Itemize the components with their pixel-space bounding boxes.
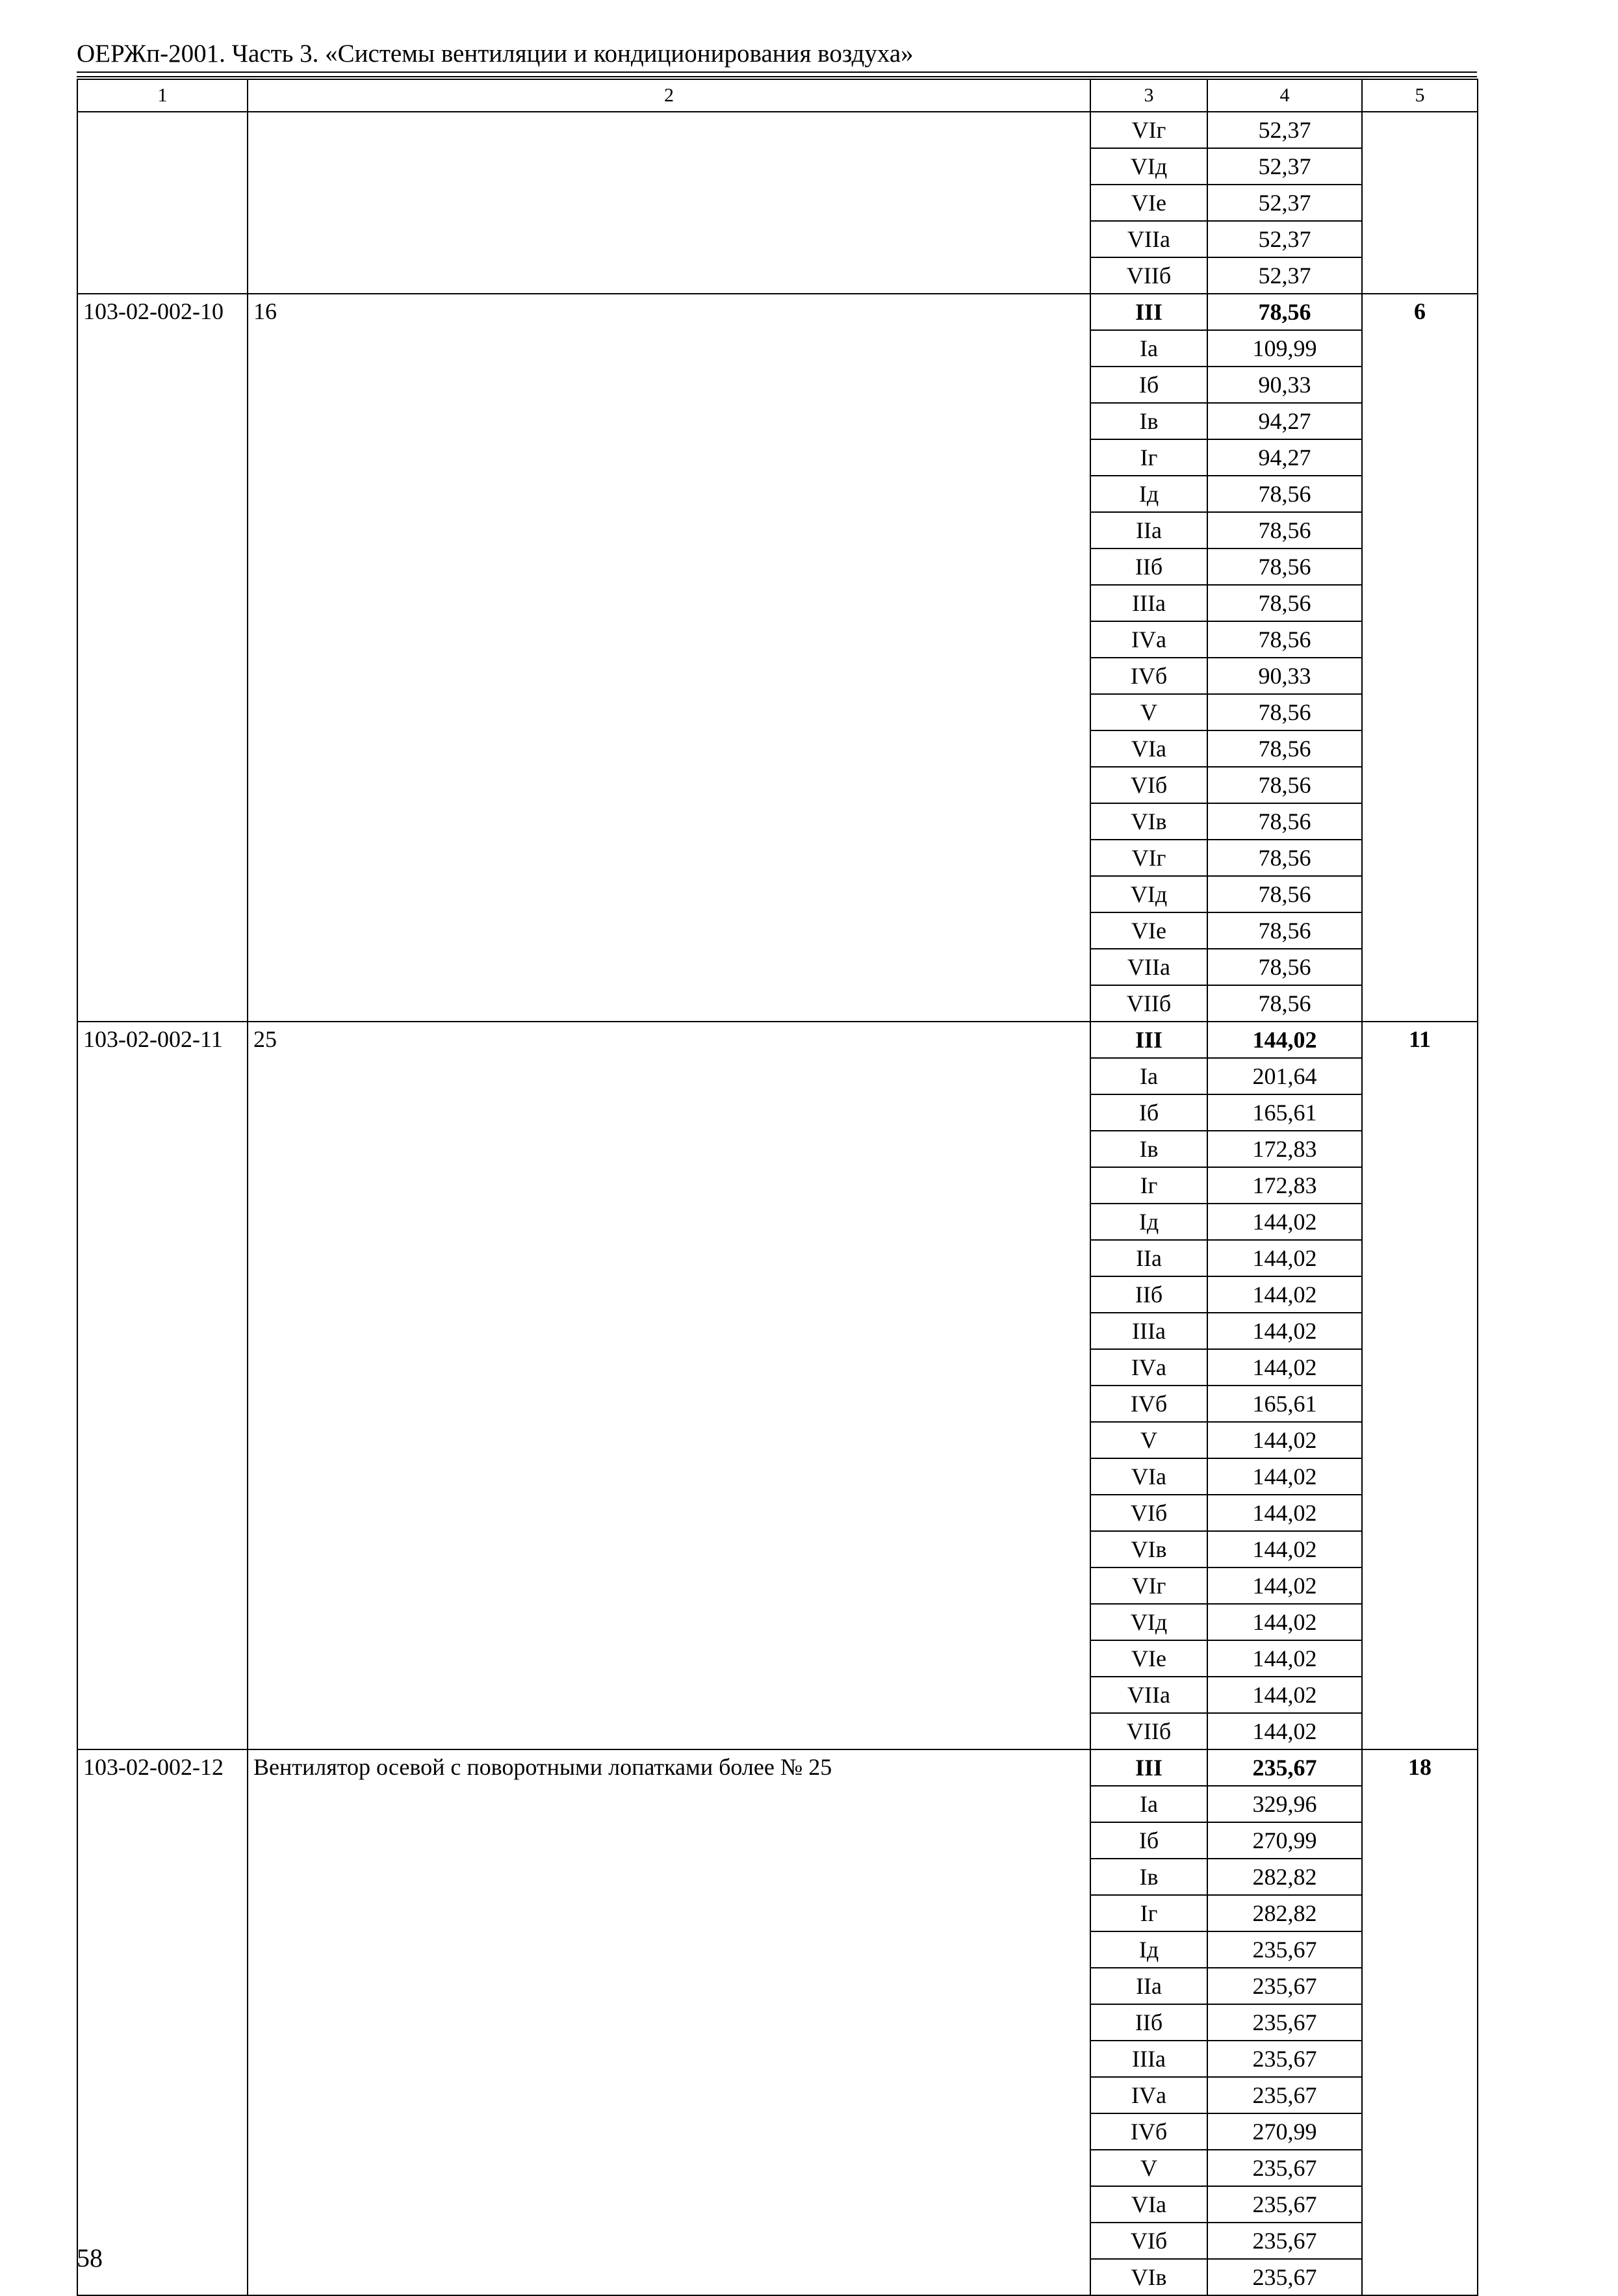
value-cell: 144,02 [1207, 1604, 1362, 1640]
group-cell: VIг [1090, 840, 1207, 876]
group-cell: IIа [1090, 512, 1207, 548]
group-cell: VIIб [1090, 985, 1207, 1022]
value-cell: 172,83 [1207, 1131, 1362, 1167]
group-cell: VIб [1090, 767, 1207, 803]
rate-code-cell: 103-02-002-12 [77, 1749, 248, 2295]
group-cell: VIе [1090, 185, 1207, 221]
value-cell: 144,02 [1207, 1458, 1362, 1495]
group-cell: IVа [1090, 621, 1207, 658]
value-cell: 235,67 [1207, 2077, 1362, 2113]
value-cell: 165,61 [1207, 1094, 1362, 1131]
value-cell: 282,82 [1207, 1895, 1362, 1931]
column-number: 3 [1090, 79, 1207, 112]
value-cell: 270,99 [1207, 2113, 1362, 2150]
description-cell: 16 [248, 294, 1090, 1022]
group-cell: IVб [1090, 658, 1207, 694]
rates-table [77, 79, 1478, 2296]
description-cell-empty [248, 112, 1090, 294]
value-cell: 78,56 [1207, 585, 1362, 621]
value-cell: 165,61 [1207, 1386, 1362, 1422]
value-cell: 78,56 [1207, 476, 1362, 512]
value-cell: 235,67 [1207, 2223, 1362, 2259]
group-cell: III [1090, 1022, 1207, 1058]
value-cell: 52,37 [1207, 185, 1362, 221]
value-cell: 78,56 [1207, 621, 1362, 658]
value-cell: 144,02 [1207, 1240, 1362, 1276]
value-cell: 270,99 [1207, 1822, 1362, 1859]
group-cell: III [1090, 294, 1207, 330]
group-cell: Iв [1090, 403, 1207, 439]
value-cell: 52,37 [1207, 148, 1362, 185]
group-cell: VIв [1090, 1531, 1207, 1567]
group-cell: IIIа [1090, 2041, 1207, 2077]
value-cell: 144,02 [1207, 1677, 1362, 1713]
group-cell: Iа [1090, 1786, 1207, 1822]
group-cell: IVб [1090, 1386, 1207, 1422]
group-cell: IVа [1090, 2077, 1207, 2113]
description-cell: 25 [248, 1022, 1090, 1749]
value-cell: 235,67 [1207, 2259, 1362, 2295]
group-cell: VIб [1090, 2223, 1207, 2259]
value-cell: 144,02 [1207, 1349, 1362, 1386]
value-cell: 78,56 [1207, 949, 1362, 985]
page-number: 58 [77, 2243, 103, 2273]
rate-code-cell: 103-02-002-11 [77, 1022, 248, 1749]
group-cell: VIе [1090, 1640, 1207, 1677]
column-number: 1 [77, 79, 248, 112]
group-cell: V [1090, 2150, 1207, 2186]
group-cell: VIIб [1090, 257, 1207, 294]
value-cell: 78,56 [1207, 985, 1362, 1022]
group-cell: IIа [1090, 1240, 1207, 1276]
group-cell: Iб [1090, 1094, 1207, 1131]
value-cell: 78,56 [1207, 512, 1362, 548]
value-cell: 78,56 [1207, 694, 1362, 730]
table-row [77, 294, 1478, 330]
group-cell: Iг [1090, 1895, 1207, 1931]
group-cell: VIд [1090, 1604, 1207, 1640]
value-cell: 172,83 [1207, 1167, 1362, 1204]
rate-code-cell: 103-02-002-10 [77, 294, 248, 1022]
group-cell: IIб [1090, 2004, 1207, 2041]
group-cell: V [1090, 694, 1207, 730]
group-cell: IIIа [1090, 1313, 1207, 1349]
value-cell: 52,37 [1207, 257, 1362, 294]
value-cell: 144,02 [1207, 1640, 1362, 1677]
group-cell: Iв [1090, 1859, 1207, 1895]
group-cell: IVб [1090, 2113, 1207, 2150]
value-cell: 52,37 [1207, 221, 1362, 257]
group-cell: Iб [1090, 1822, 1207, 1859]
group-cell: VIа [1090, 2186, 1207, 2223]
group-cell: IIIа [1090, 585, 1207, 621]
category-cell: 6 [1362, 294, 1478, 1022]
value-cell: 235,67 [1207, 1931, 1362, 1968]
value-cell: 235,67 [1207, 2004, 1362, 2041]
group-cell: Iд [1090, 476, 1207, 512]
group-cell: VIе [1090, 912, 1207, 949]
group-cell: Iб [1090, 367, 1207, 403]
value-cell: 235,67 [1207, 1968, 1362, 2004]
value-cell: 144,02 [1207, 1276, 1362, 1313]
group-cell: Iа [1090, 1058, 1207, 1094]
page-header-title: ОЕРЖп-2001. Часть 3. «Системы вентиляции и кондиционирования воздуха» [77, 40, 914, 68]
value-cell: 144,02 [1207, 1495, 1362, 1531]
value-cell: 144,02 [1207, 1313, 1362, 1349]
value-cell: 144,02 [1207, 1531, 1362, 1567]
value-cell: 329,96 [1207, 1786, 1362, 1822]
column-number: 2 [248, 79, 1090, 112]
group-cell: Iд [1090, 1931, 1207, 1968]
header-rule-top [77, 71, 1477, 73]
value-cell: 235,67 [1207, 2041, 1362, 2077]
value-cell: 90,33 [1207, 367, 1362, 403]
category-cell-empty [1362, 112, 1478, 294]
category-cell: 18 [1362, 1749, 1478, 2295]
group-cell: VIб [1090, 1495, 1207, 1531]
category-cell: 11 [1362, 1022, 1478, 1749]
value-cell: 78,56 [1207, 294, 1362, 330]
column-number-row [77, 79, 1478, 112]
table-row [77, 1749, 1478, 1786]
group-cell: VIв [1090, 803, 1207, 840]
group-cell: IIб [1090, 1276, 1207, 1313]
value-cell: 78,56 [1207, 912, 1362, 949]
group-cell: VIIа [1090, 949, 1207, 985]
value-cell: 235,67 [1207, 1749, 1362, 1786]
value-cell: 94,27 [1207, 439, 1362, 476]
group-cell: III [1090, 1749, 1207, 1786]
value-cell: 78,56 [1207, 876, 1362, 912]
value-cell: 282,82 [1207, 1859, 1362, 1895]
description-cell: Вентилятор осевой с поворотными лопатками более № 25 [248, 1749, 1090, 2295]
value-cell: 94,27 [1207, 403, 1362, 439]
group-cell: VIд [1090, 148, 1207, 185]
value-cell: 144,02 [1207, 1204, 1362, 1240]
value-cell: 144,02 [1207, 1022, 1362, 1058]
group-cell: V [1090, 1422, 1207, 1458]
group-cell: IIа [1090, 1968, 1207, 2004]
code-cell-empty [77, 112, 248, 294]
group-cell: Iг [1090, 1167, 1207, 1204]
value-cell: 78,56 [1207, 730, 1362, 767]
value-cell: 78,56 [1207, 840, 1362, 876]
group-cell: IIб [1090, 548, 1207, 585]
group-cell: VIа [1090, 730, 1207, 767]
column-number: 4 [1207, 79, 1362, 112]
group-cell: VIд [1090, 876, 1207, 912]
group-cell: VIг [1090, 1567, 1207, 1604]
group-cell: VIа [1090, 1458, 1207, 1495]
group-cell: VIIа [1090, 221, 1207, 257]
value-cell: 90,33 [1207, 658, 1362, 694]
value-cell: 109,99 [1207, 330, 1362, 367]
header-rule-bottom [77, 76, 1477, 77]
column-number: 5 [1362, 79, 1478, 112]
group-cell: VIIб [1090, 1713, 1207, 1749]
table-row [77, 112, 1478, 148]
value-cell: 78,56 [1207, 767, 1362, 803]
value-cell: 235,67 [1207, 2150, 1362, 2186]
value-cell: 201,64 [1207, 1058, 1362, 1094]
table-row [77, 1022, 1478, 1058]
value-cell: 144,02 [1207, 1422, 1362, 1458]
group-cell: VIг [1090, 112, 1207, 148]
group-cell: Iг [1090, 439, 1207, 476]
group-cell: VIв [1090, 2259, 1207, 2295]
group-cell: IVа [1090, 1349, 1207, 1386]
value-cell: 144,02 [1207, 1713, 1362, 1749]
group-cell: Iв [1090, 1131, 1207, 1167]
value-cell: 78,56 [1207, 803, 1362, 840]
value-cell: 52,37 [1207, 112, 1362, 148]
group-cell: Iд [1090, 1204, 1207, 1240]
group-cell: Iа [1090, 330, 1207, 367]
value-cell: 78,56 [1207, 548, 1362, 585]
value-cell: 144,02 [1207, 1567, 1362, 1604]
value-cell: 235,67 [1207, 2186, 1362, 2223]
group-cell: VIIа [1090, 1677, 1207, 1713]
